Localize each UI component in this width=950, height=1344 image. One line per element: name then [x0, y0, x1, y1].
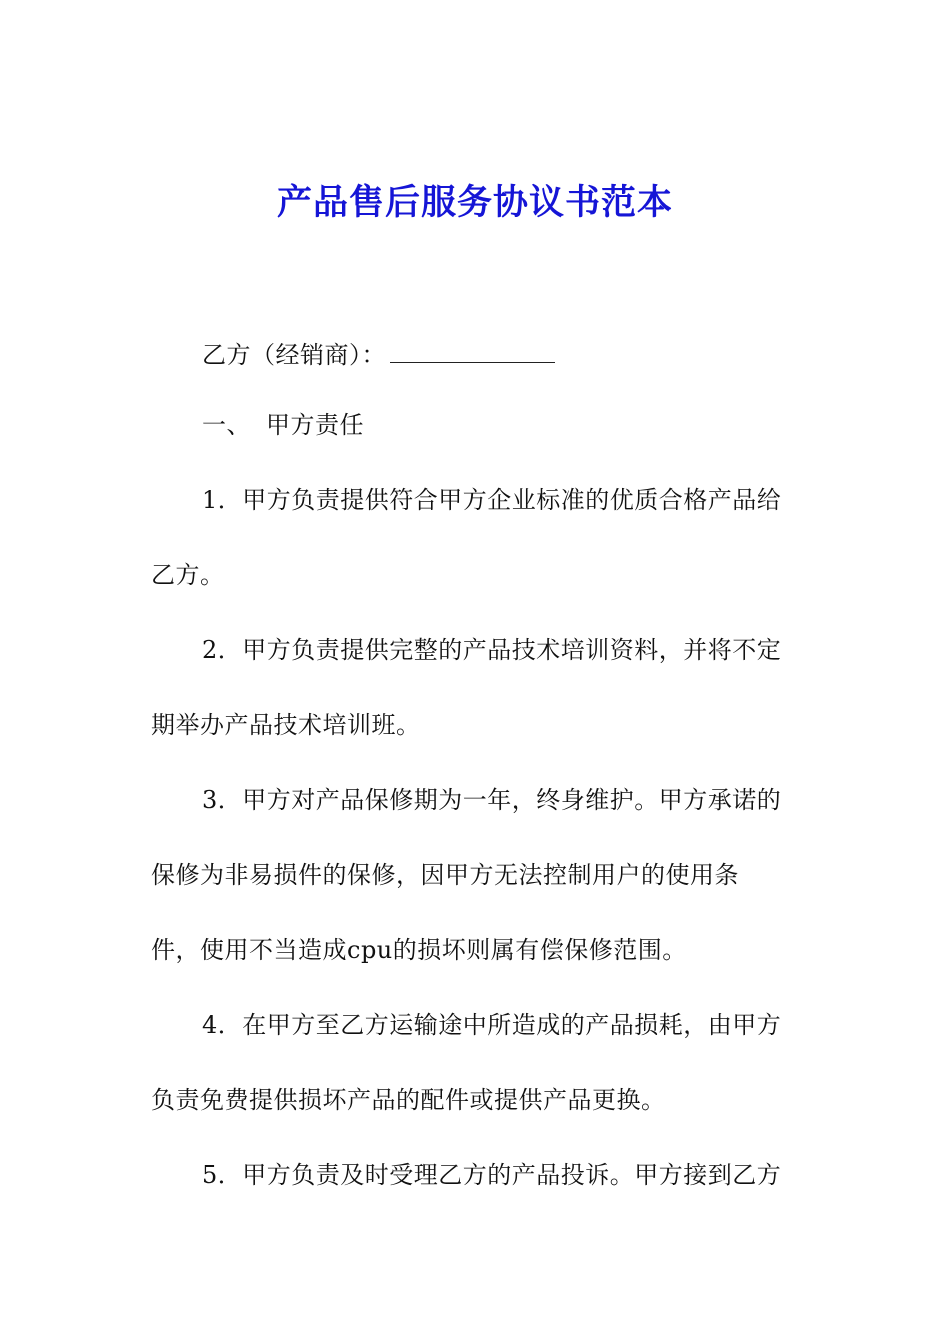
party-b-label: 乙方（经销商）： [202, 341, 386, 369]
party-b-blank [390, 336, 555, 363]
clause-3-line-2: 保修为非易损件的保修，因甲方无法控制用户的使用条 [151, 861, 739, 889]
section-heading [202, 407, 364, 443]
clause-4-line-2: 负责免费提供损坏产品的配件或提供产品更换。 [151, 1086, 666, 1114]
clause-3-line-3: 件，使用不当造成cpu的损坏则属有偿保修范围。 [151, 936, 687, 964]
clause-4-line-1: 4．在甲方至乙方运输途中所造成的产品损耗，由甲方 [202, 1011, 782, 1039]
clause-1-line-2: 乙方。 [151, 561, 225, 589]
party-b-line [202, 336, 555, 372]
clause-2-line-1: 2．甲方负责提供完整的产品技术培训资料，并将不定 [202, 636, 782, 664]
clause-5-line-1: 5．甲方负责及时受理乙方的产品投诉。甲方接到乙方 [202, 1161, 782, 1189]
clause-3-line-1: 3．甲方对产品保修期为一年，终身维护。甲方承诺的 [202, 786, 782, 814]
section-number: 一、 [202, 411, 251, 439]
document-title: 产品售后服务协议书范本 [276, 183, 673, 223]
clause-1-line-1: 1．甲方负责提供符合甲方企业标准的优质合格产品给 [202, 486, 782, 514]
clause-2-line-2: 期举办产品技术培训班。 [151, 711, 421, 739]
section-title: 甲方责任 [266, 411, 364, 439]
